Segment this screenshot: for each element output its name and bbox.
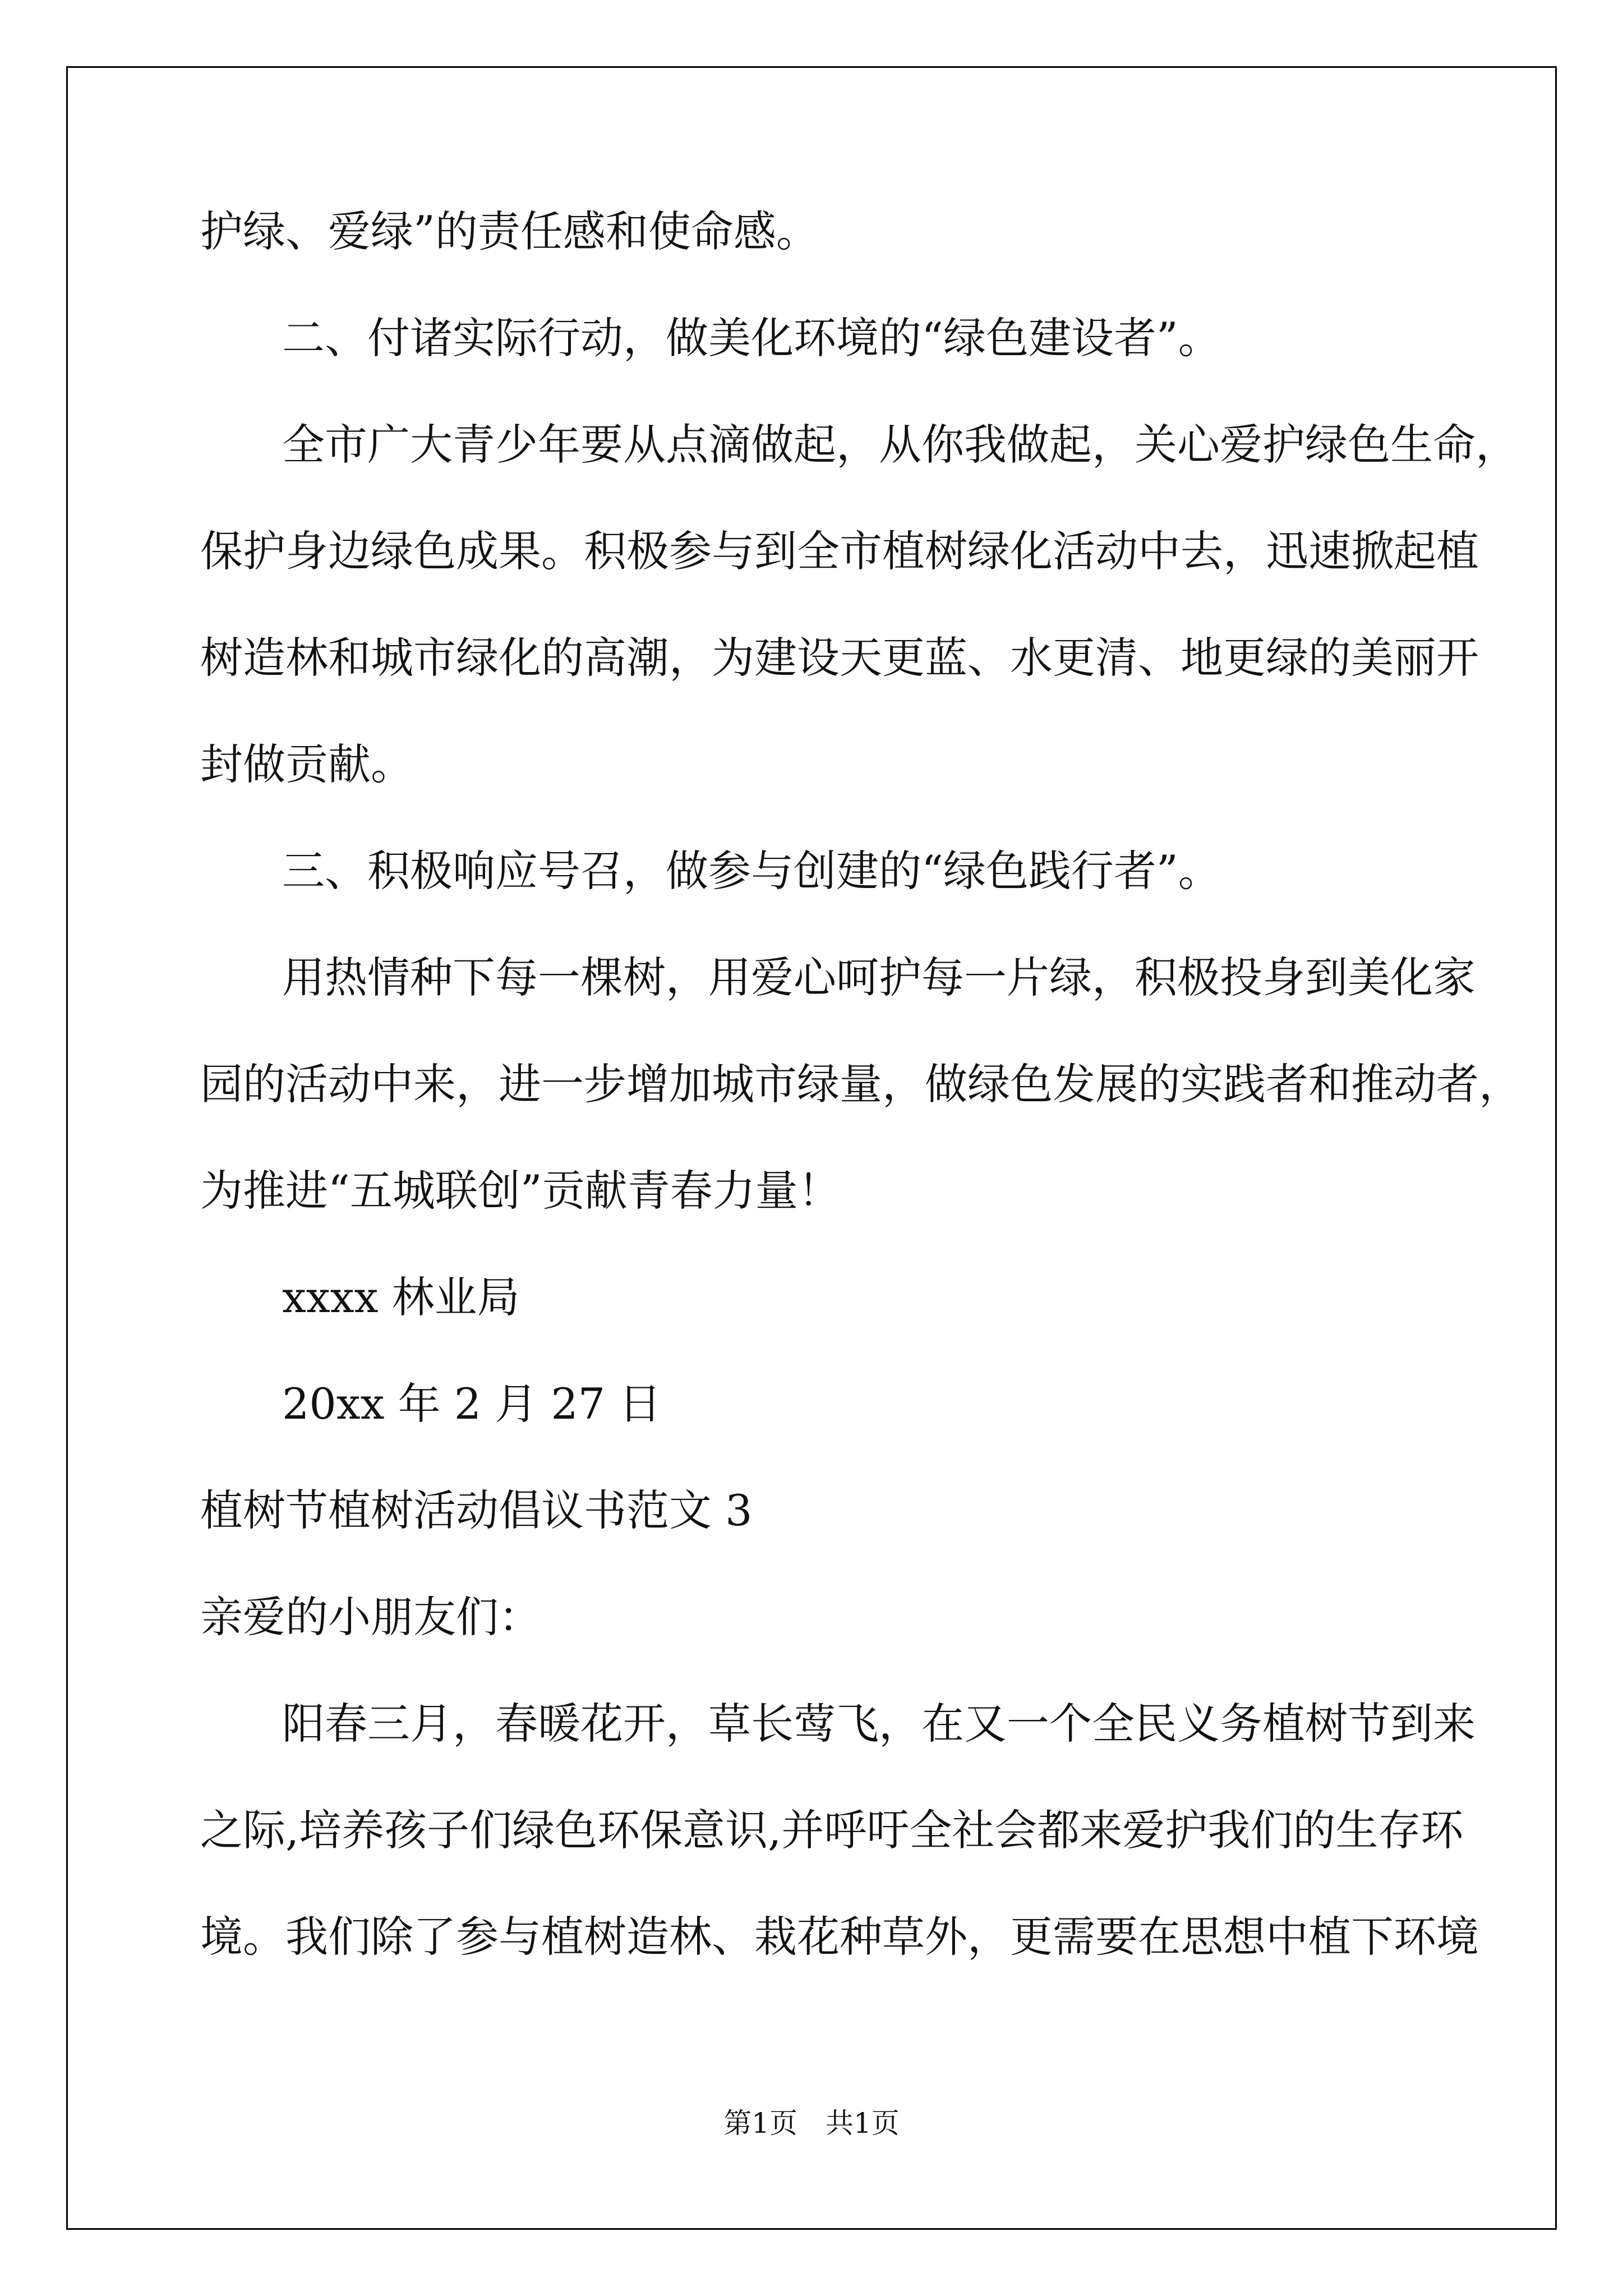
text-line: 为推进“五城联创”贡献青春力量！ [200,1166,841,1216]
text-line: 全市广大青少年要从点滴做起，从你我做起，关心爱护绿色生命， [282,420,1518,470]
signature-date: 20xx 年 2 月 27 日 [282,1379,662,1429]
text-line: 护绿、爱绿”的责任感和使命感。 [200,206,819,256]
salutation: 亲爱的小朋友们： [200,1592,541,1642]
signature-organization: xxxx 林业局 [282,1272,520,1322]
page-number: 第1页 共1页 [723,2107,900,2139]
text-line: 封做贡献。 [200,739,413,789]
text-line: 树造林和城市绿化的高潮，为建设天更蓝、水更清、地更绿的美丽开 [200,633,1479,683]
document-title: 植树节植树活动倡议书范文 3 [200,1485,753,1535]
section-heading-3: 三、积极响应号召，做参与创建的“绿色践行者”。 [282,846,1221,896]
text-line: 用热情种下每一棵树，用爱心呵护每一片绿，积极投身到美化家 [282,953,1476,1002]
page-border [66,66,1557,2230]
text-line: 之际,培养孩子们绿色环保意识,并呼吁全社会都来爱护我们的生存环 [200,1805,1464,1855]
text-line: 保护身边绿色成果。积极参与到全市植树绿化活动中去，迅速掀起植 [200,526,1479,576]
text-line: 园的活动中来，进一步增加城市绿量，做绿色发展的实践者和推动者， [200,1059,1521,1109]
text-line: 境。我们除了参与植树造林、栽花种草外，更需要在思想中植下环境 [200,1912,1479,1962]
section-heading-2: 二、付诸实际行动，做美化环境的“绿色建设者”。 [282,313,1221,363]
text-line: 阳春三月，春暖花开，草长莺飞，在又一个全民义务植树节到来 [282,1699,1476,1749]
